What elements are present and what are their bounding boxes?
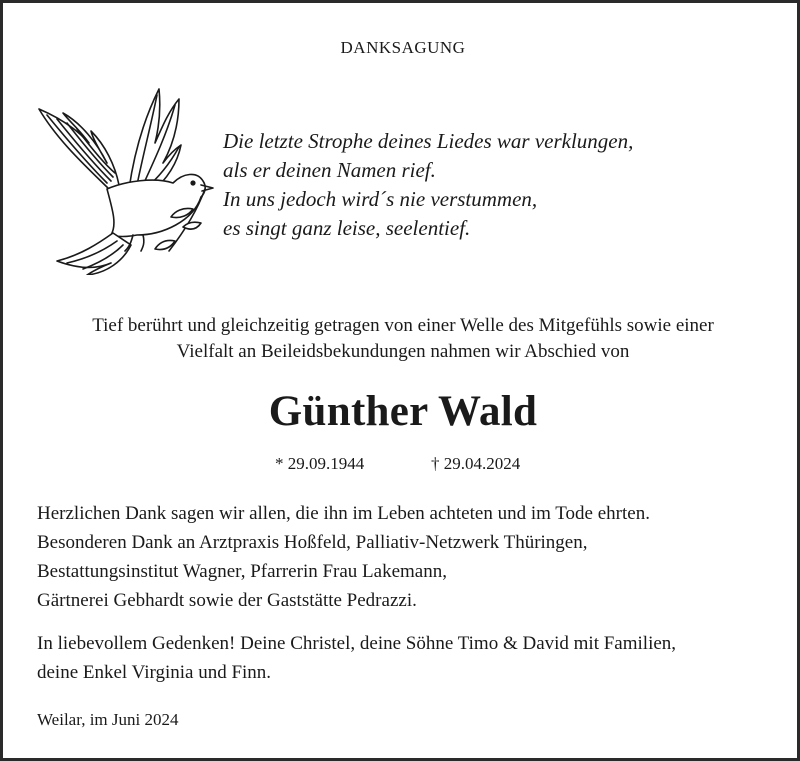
poem-line: In uns jedoch wird´s nie verstummen, (223, 187, 538, 211)
place-and-date: Weilar, im Juni 2024 (37, 710, 179, 729)
poem-line: als er deinen Namen rief. (223, 158, 436, 182)
poem-line: es singt ganz leise, seelentief. (223, 216, 471, 240)
thanks-line: Besonderen Dank an Arztpraxis Hoßfeld, Palliativ-Netzwerk Thüringen, (37, 532, 588, 553)
intro-line: Vielfalt an Beileidsbekundungen nahmen wir Abschied von (176, 341, 630, 362)
poem-line: Die letzte Strophe deines Liedes war verklungen, (223, 129, 634, 153)
intro-line: Tief berührt und gleichzeitig getragen von einer Welle des Mitgefühls sowie einer (92, 315, 714, 336)
intro-text (3, 313, 800, 365)
death-date: † 29.04.2024 (431, 454, 521, 473)
dove-with-olive-branch-icon (33, 85, 215, 275)
family-paragraph (37, 629, 676, 687)
family-line: deine Enkel Virginia und Finn. (37, 662, 272, 683)
thanks-paragraph (37, 499, 650, 615)
family-line: In liebevollem Gedenken! Deine Christel, deine Söhne Timo & David mit Familien, (37, 633, 677, 654)
notice-heading: DANKSAGUNG (340, 38, 466, 57)
birth-date: * 29.09.1944 (275, 454, 365, 473)
thanks-line: Gärtnerei Gebhardt sowie der Gaststätte Pedrazzi. (37, 590, 417, 611)
deceased-name: Günther Wald (268, 388, 538, 435)
poem (223, 127, 633, 243)
thanks-line: Bestattungsinstitut Wagner, Pfarrerin Frau Lakemann, (37, 561, 447, 582)
thanks-line: Herzlichen Dank sagen wir allen, die ihn im Leben achteten und im Tode ehrten. (37, 503, 650, 524)
